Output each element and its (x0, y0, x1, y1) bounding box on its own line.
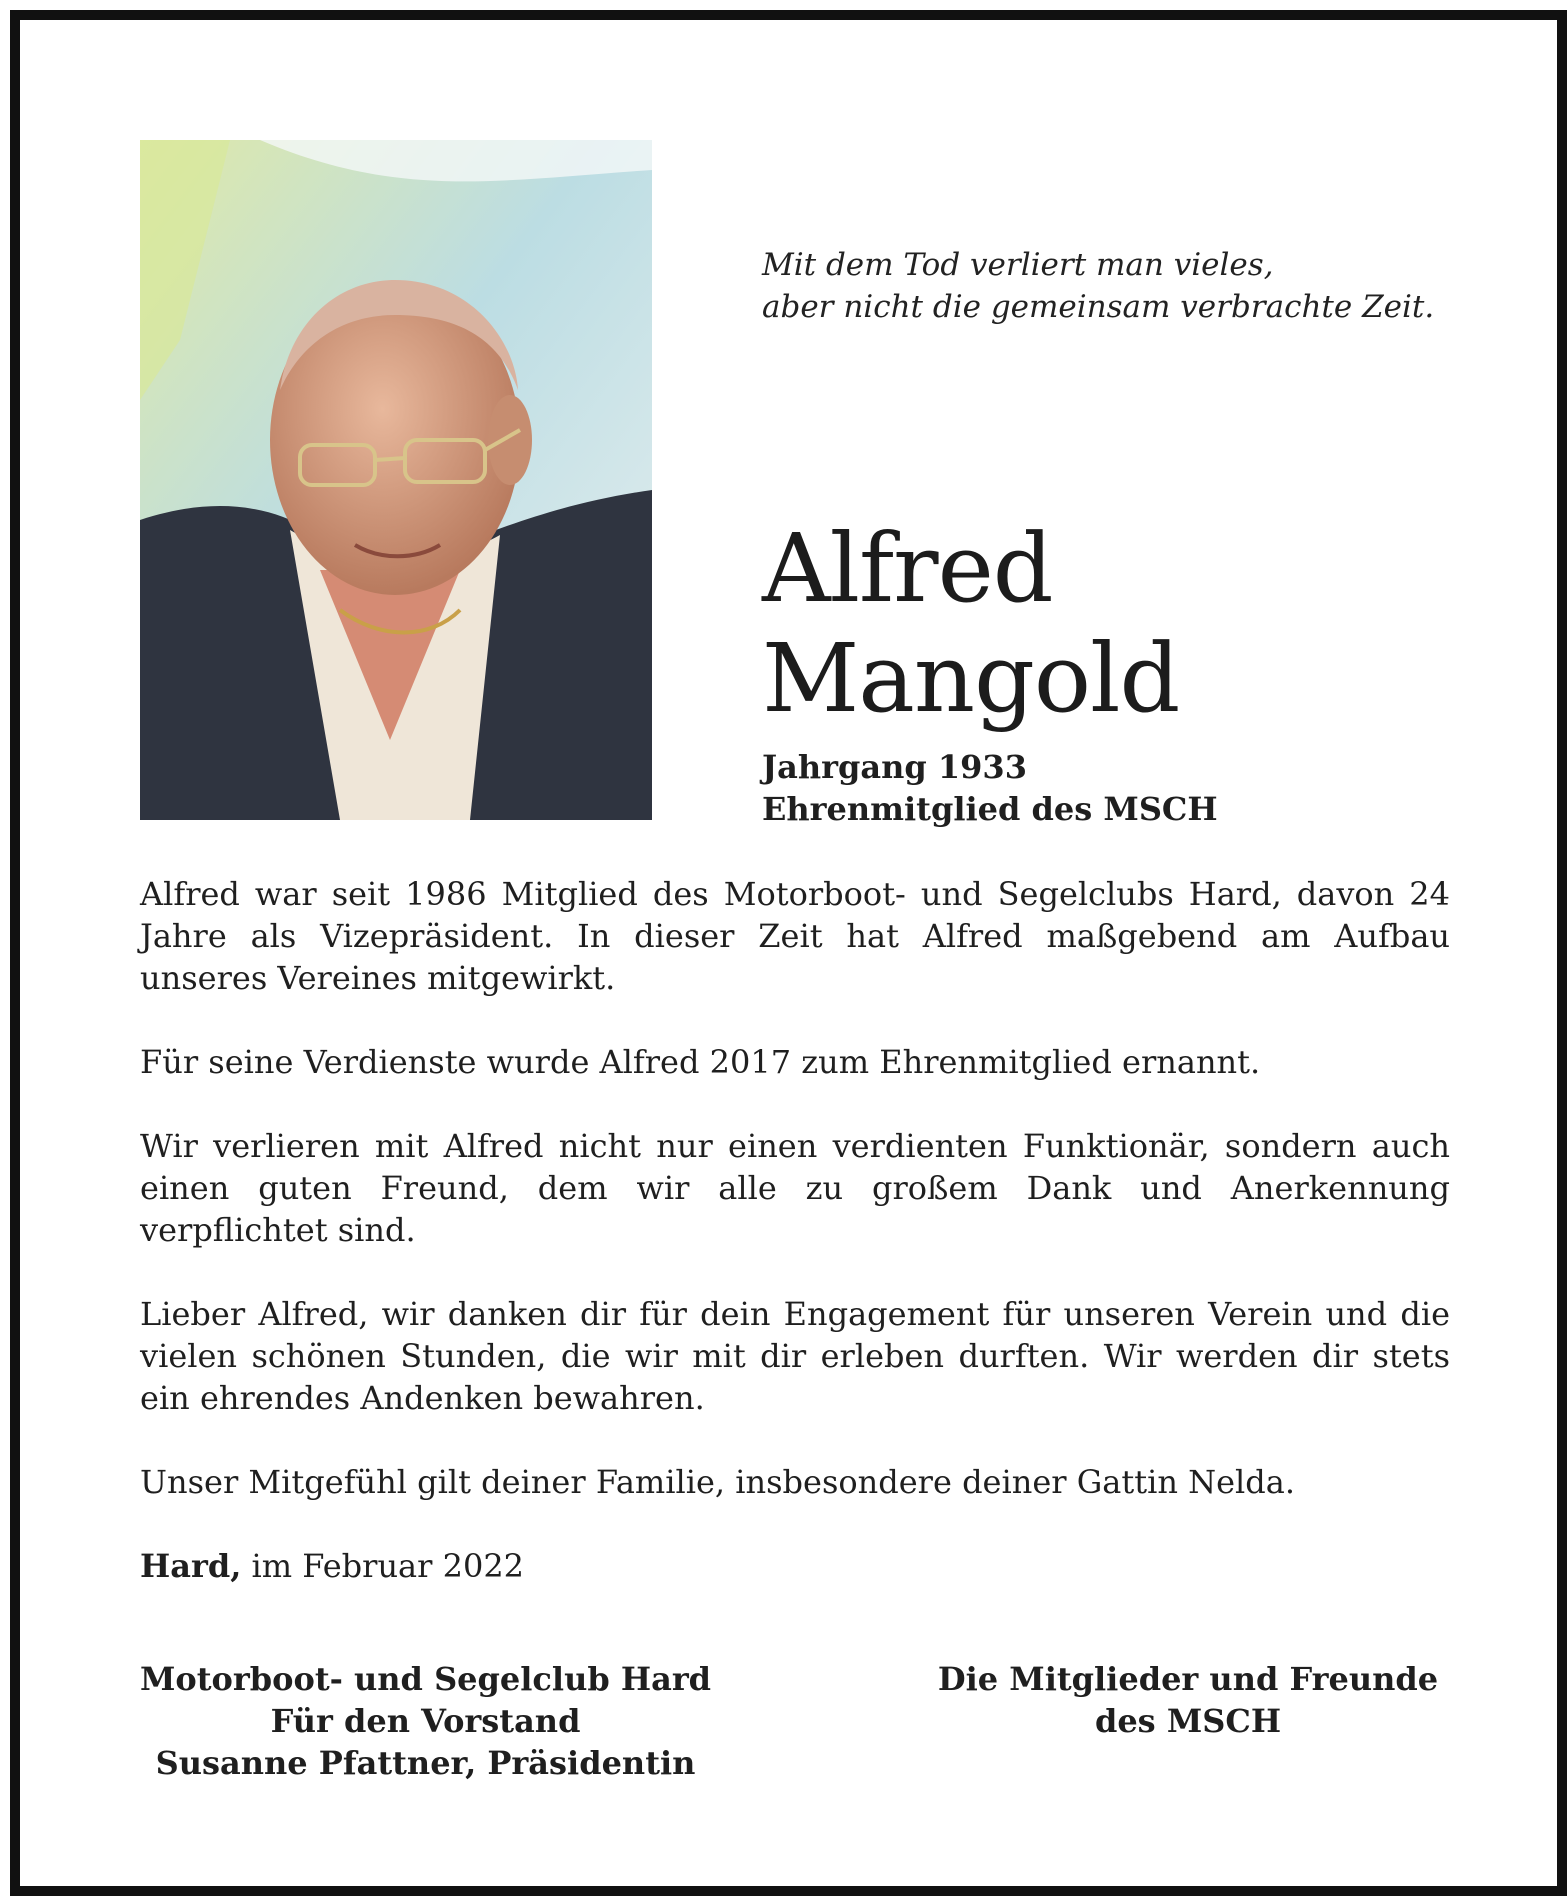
paragraph: Wir verlieren mit Alfred nicht nur einen verdienten Funktionär, sondern auch einen guten Freund, dem wir alle zu großem Dank und Anerkennung verpflichtet sind. (140, 1127, 1450, 1249)
honor-title: Ehrenmitglied des MSCH (762, 790, 1218, 828)
signature-president: Susanne Pfattner, Präsidentin (155, 1744, 696, 1782)
deceased-details (762, 746, 1218, 830)
signature-members-line-1: Die Mitglieder und Freunde (937, 1660, 1439, 1698)
quote-line-1: Mit dem Tod verliert man vieles, (762, 247, 1274, 283)
quote-line-2: aber nicht die gemeinsam verbrachte Zeit. (762, 289, 1435, 325)
paragraph: Für seine Verdienste wurde Alfred 2017 zum Ehrenmitglied ernannt. (140, 1043, 1261, 1081)
last-name: Mangold (762, 624, 1180, 734)
deceased-name (762, 514, 1179, 734)
signature-club (140, 1658, 711, 1784)
first-name: Alfred (762, 514, 1053, 624)
signature-board: Für den Vorstand (270, 1702, 581, 1740)
paragraph: Lieber Alfred, wir danken dir für dein Engagement für unseren Verein und die vielen schönen Stunden, die wir mit dir erleben durften. Wir werden dir stets ein ehrendes Andenken bewahren. (140, 1295, 1450, 1417)
obituary-text (140, 873, 1450, 1587)
birth-year: Jahrgang 1933 (762, 748, 1027, 786)
signature-club-name: Motorboot- und Segelclub Hard (140, 1660, 712, 1698)
place-and-date (140, 1545, 1450, 1587)
paragraph: Alfred war seit 1986 Mitglied des Motorboot- und Segelclubs Hard, davon 24 Jahre als Vizepräsident. In dieser Zeit hat Alfred maßgebend am Aufbau unseres Vereines mitgewirkt. (140, 875, 1450, 997)
paragraph: Unser Mitgefühl gilt deiner Familie, insbesondere deiner Gattin Nelda. (140, 1463, 1296, 1501)
signature-members-line-2: des MSCH (1094, 1702, 1282, 1740)
obituary-frame (10, 10, 1567, 1896)
portrait-photo (140, 140, 652, 820)
portrait-illustration (140, 140, 652, 820)
place-town: Hard, (140, 1547, 242, 1585)
place-date: im Februar 2022 (251, 1547, 525, 1585)
memorial-quote (762, 244, 1434, 328)
signature-members (918, 1658, 1458, 1742)
